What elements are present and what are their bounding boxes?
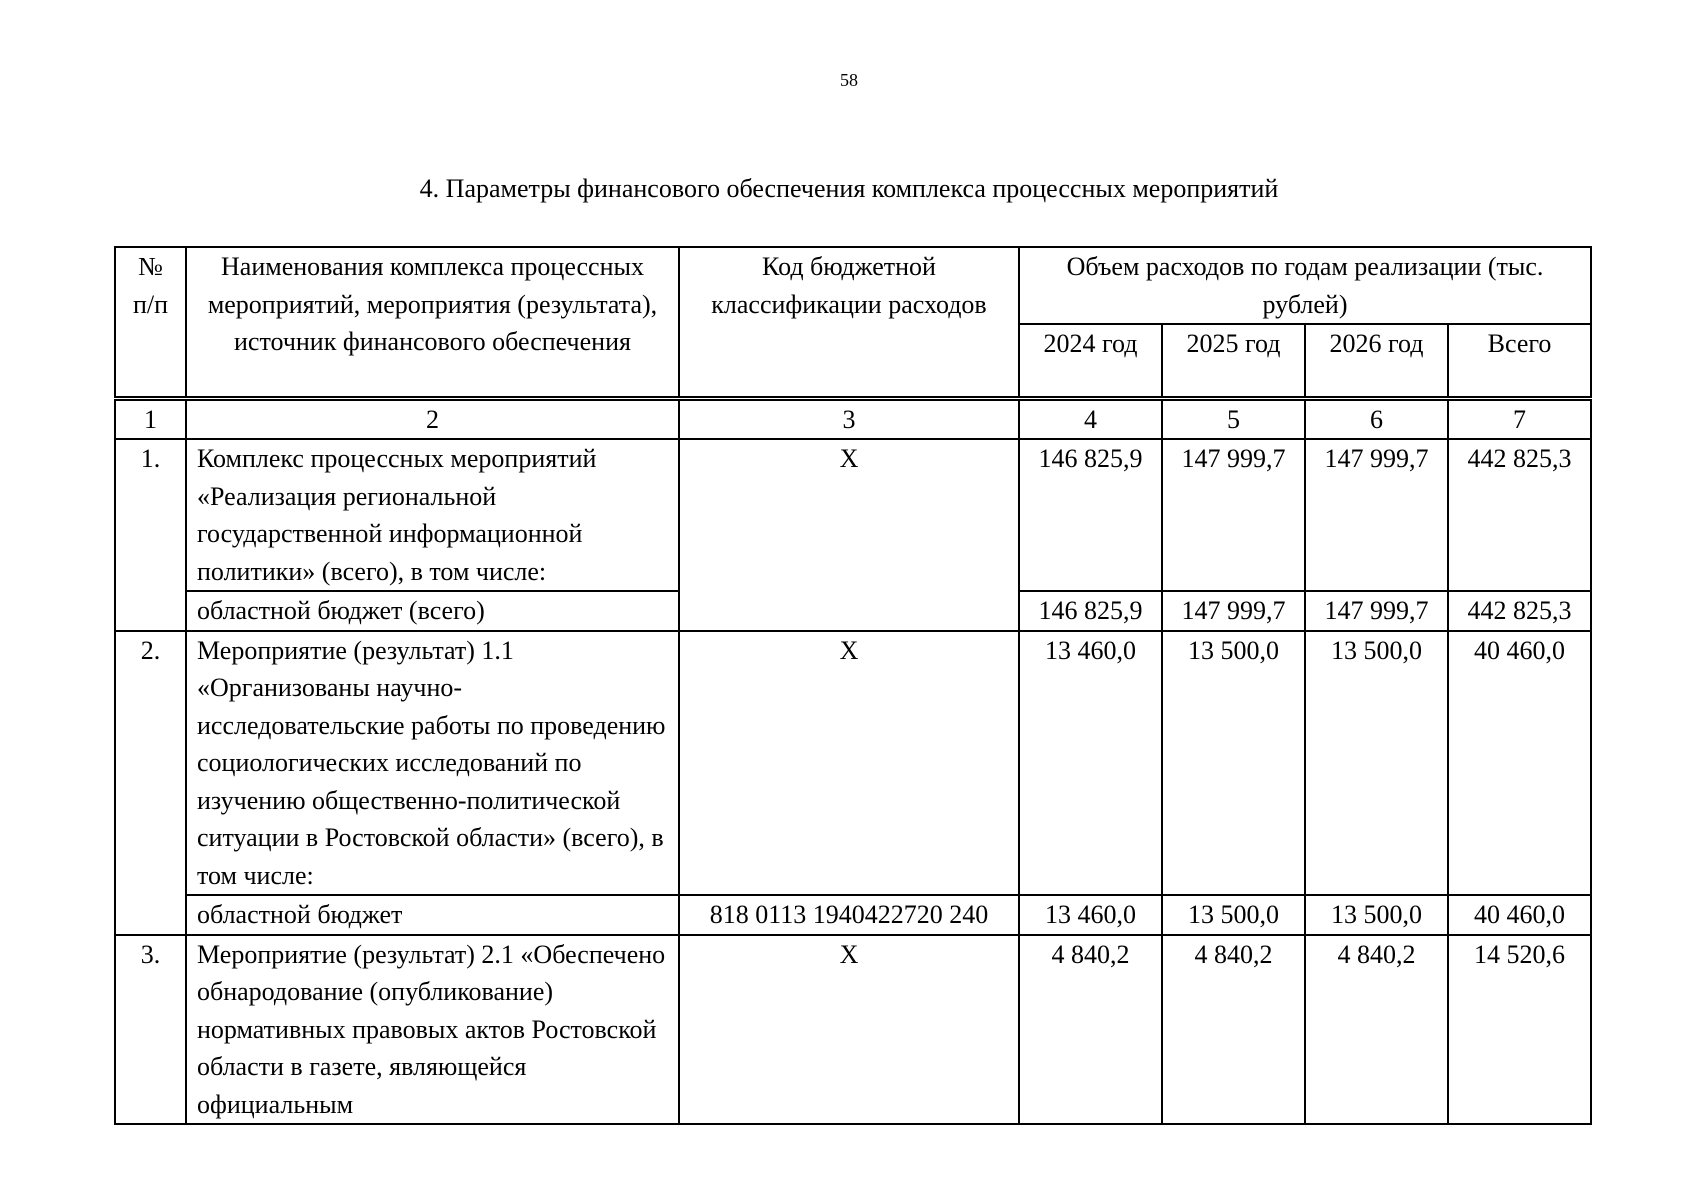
value-2026: 4 840,2 bbox=[1305, 935, 1448, 1125]
header-2026: 2026 год bbox=[1305, 324, 1448, 399]
row-name: Мероприятие (результат) 2.1 «Обеспечено обнародование (опубликование) нормативных правовых актов Ростовской области в газете, являющейся официальным bbox=[186, 935, 679, 1125]
page-number: 58 bbox=[840, 70, 858, 90]
row-number: 2. bbox=[115, 631, 186, 935]
header-num: № п/п bbox=[115, 247, 186, 399]
subrow-name: областной бюджет (всего) bbox=[186, 591, 679, 631]
value-2026: 147 999,7 bbox=[1305, 439, 1448, 591]
table-row bbox=[115, 935, 1591, 1125]
column-number: 1 bbox=[115, 399, 186, 440]
header-name: Наименования комплекса процессных мероприятий, мероприятия (результата), источник финансового обеспечения bbox=[186, 247, 679, 399]
value-total: 40 460,0 bbox=[1448, 631, 1591, 896]
value-total: 442 825,3 bbox=[1448, 439, 1591, 591]
financing-table bbox=[114, 246, 1592, 1125]
row-code: Х bbox=[679, 935, 1019, 1125]
value-total: 40 460,0 bbox=[1448, 895, 1591, 935]
value-2024: 13 460,0 bbox=[1019, 895, 1162, 935]
row-number: 3. bbox=[115, 935, 186, 1125]
header-2025: 2025 год bbox=[1162, 324, 1305, 399]
header-2024: 2024 год bbox=[1019, 324, 1162, 399]
value-2024: 13 460,0 bbox=[1019, 631, 1162, 896]
column-number: 2 bbox=[186, 399, 679, 440]
column-number: 3 bbox=[679, 399, 1019, 440]
row-name: Мероприятие (результат) 1.1 «Организованы научно-исследовательские работы по проведению социологических исследований по изучению общественно-политической ситуации в Ростовской области» (всего), в том числе: bbox=[186, 631, 679, 896]
column-number: 6 bbox=[1305, 399, 1448, 440]
value-2026: 147 999,7 bbox=[1305, 591, 1448, 631]
column-number: 4 bbox=[1019, 399, 1162, 440]
subrow-name: областной бюджет bbox=[186, 895, 679, 935]
column-numbers-row bbox=[115, 399, 1591, 440]
table-row bbox=[115, 439, 1591, 591]
row-code: Х bbox=[679, 631, 1019, 896]
row-code: Х bbox=[679, 439, 1019, 631]
value-total: 14 520,6 bbox=[1448, 935, 1591, 1125]
subrow-code: 818 0113 1940422720 240 bbox=[679, 895, 1019, 935]
value-2026: 13 500,0 bbox=[1305, 631, 1448, 896]
value-2025: 13 500,0 bbox=[1162, 895, 1305, 935]
value-2024: 146 825,9 bbox=[1019, 591, 1162, 631]
value-2024: 4 840,2 bbox=[1019, 935, 1162, 1125]
value-2025: 4 840,2 bbox=[1162, 935, 1305, 1125]
header-code: Код бюджетной классификации расходов bbox=[679, 247, 1019, 399]
header-total: Всего bbox=[1448, 324, 1591, 399]
value-2025: 147 999,7 bbox=[1162, 439, 1305, 591]
column-number: 5 bbox=[1162, 399, 1305, 440]
row-number: 1. bbox=[115, 439, 186, 631]
value-2026: 13 500,0 bbox=[1305, 895, 1448, 935]
value-2025: 147 999,7 bbox=[1162, 591, 1305, 631]
value-2024: 146 825,9 bbox=[1019, 439, 1162, 591]
table-subrow bbox=[115, 895, 1591, 935]
document-title: 4. Параметры финансового обеспечения комплекса процессных мероприятий bbox=[419, 174, 1279, 203]
header-volume: Объем расходов по годам реализации (тыс. рублей) bbox=[1019, 247, 1591, 324]
value-2025: 13 500,0 bbox=[1162, 631, 1305, 896]
column-number: 7 bbox=[1448, 399, 1591, 440]
table-row bbox=[115, 631, 1591, 896]
row-name: Комплекс процессных мероприятий «Реализация региональной государственной информационной политики» (всего), в том числе: bbox=[186, 439, 679, 591]
value-total: 442 825,3 bbox=[1448, 591, 1591, 631]
header-row bbox=[115, 247, 1591, 324]
